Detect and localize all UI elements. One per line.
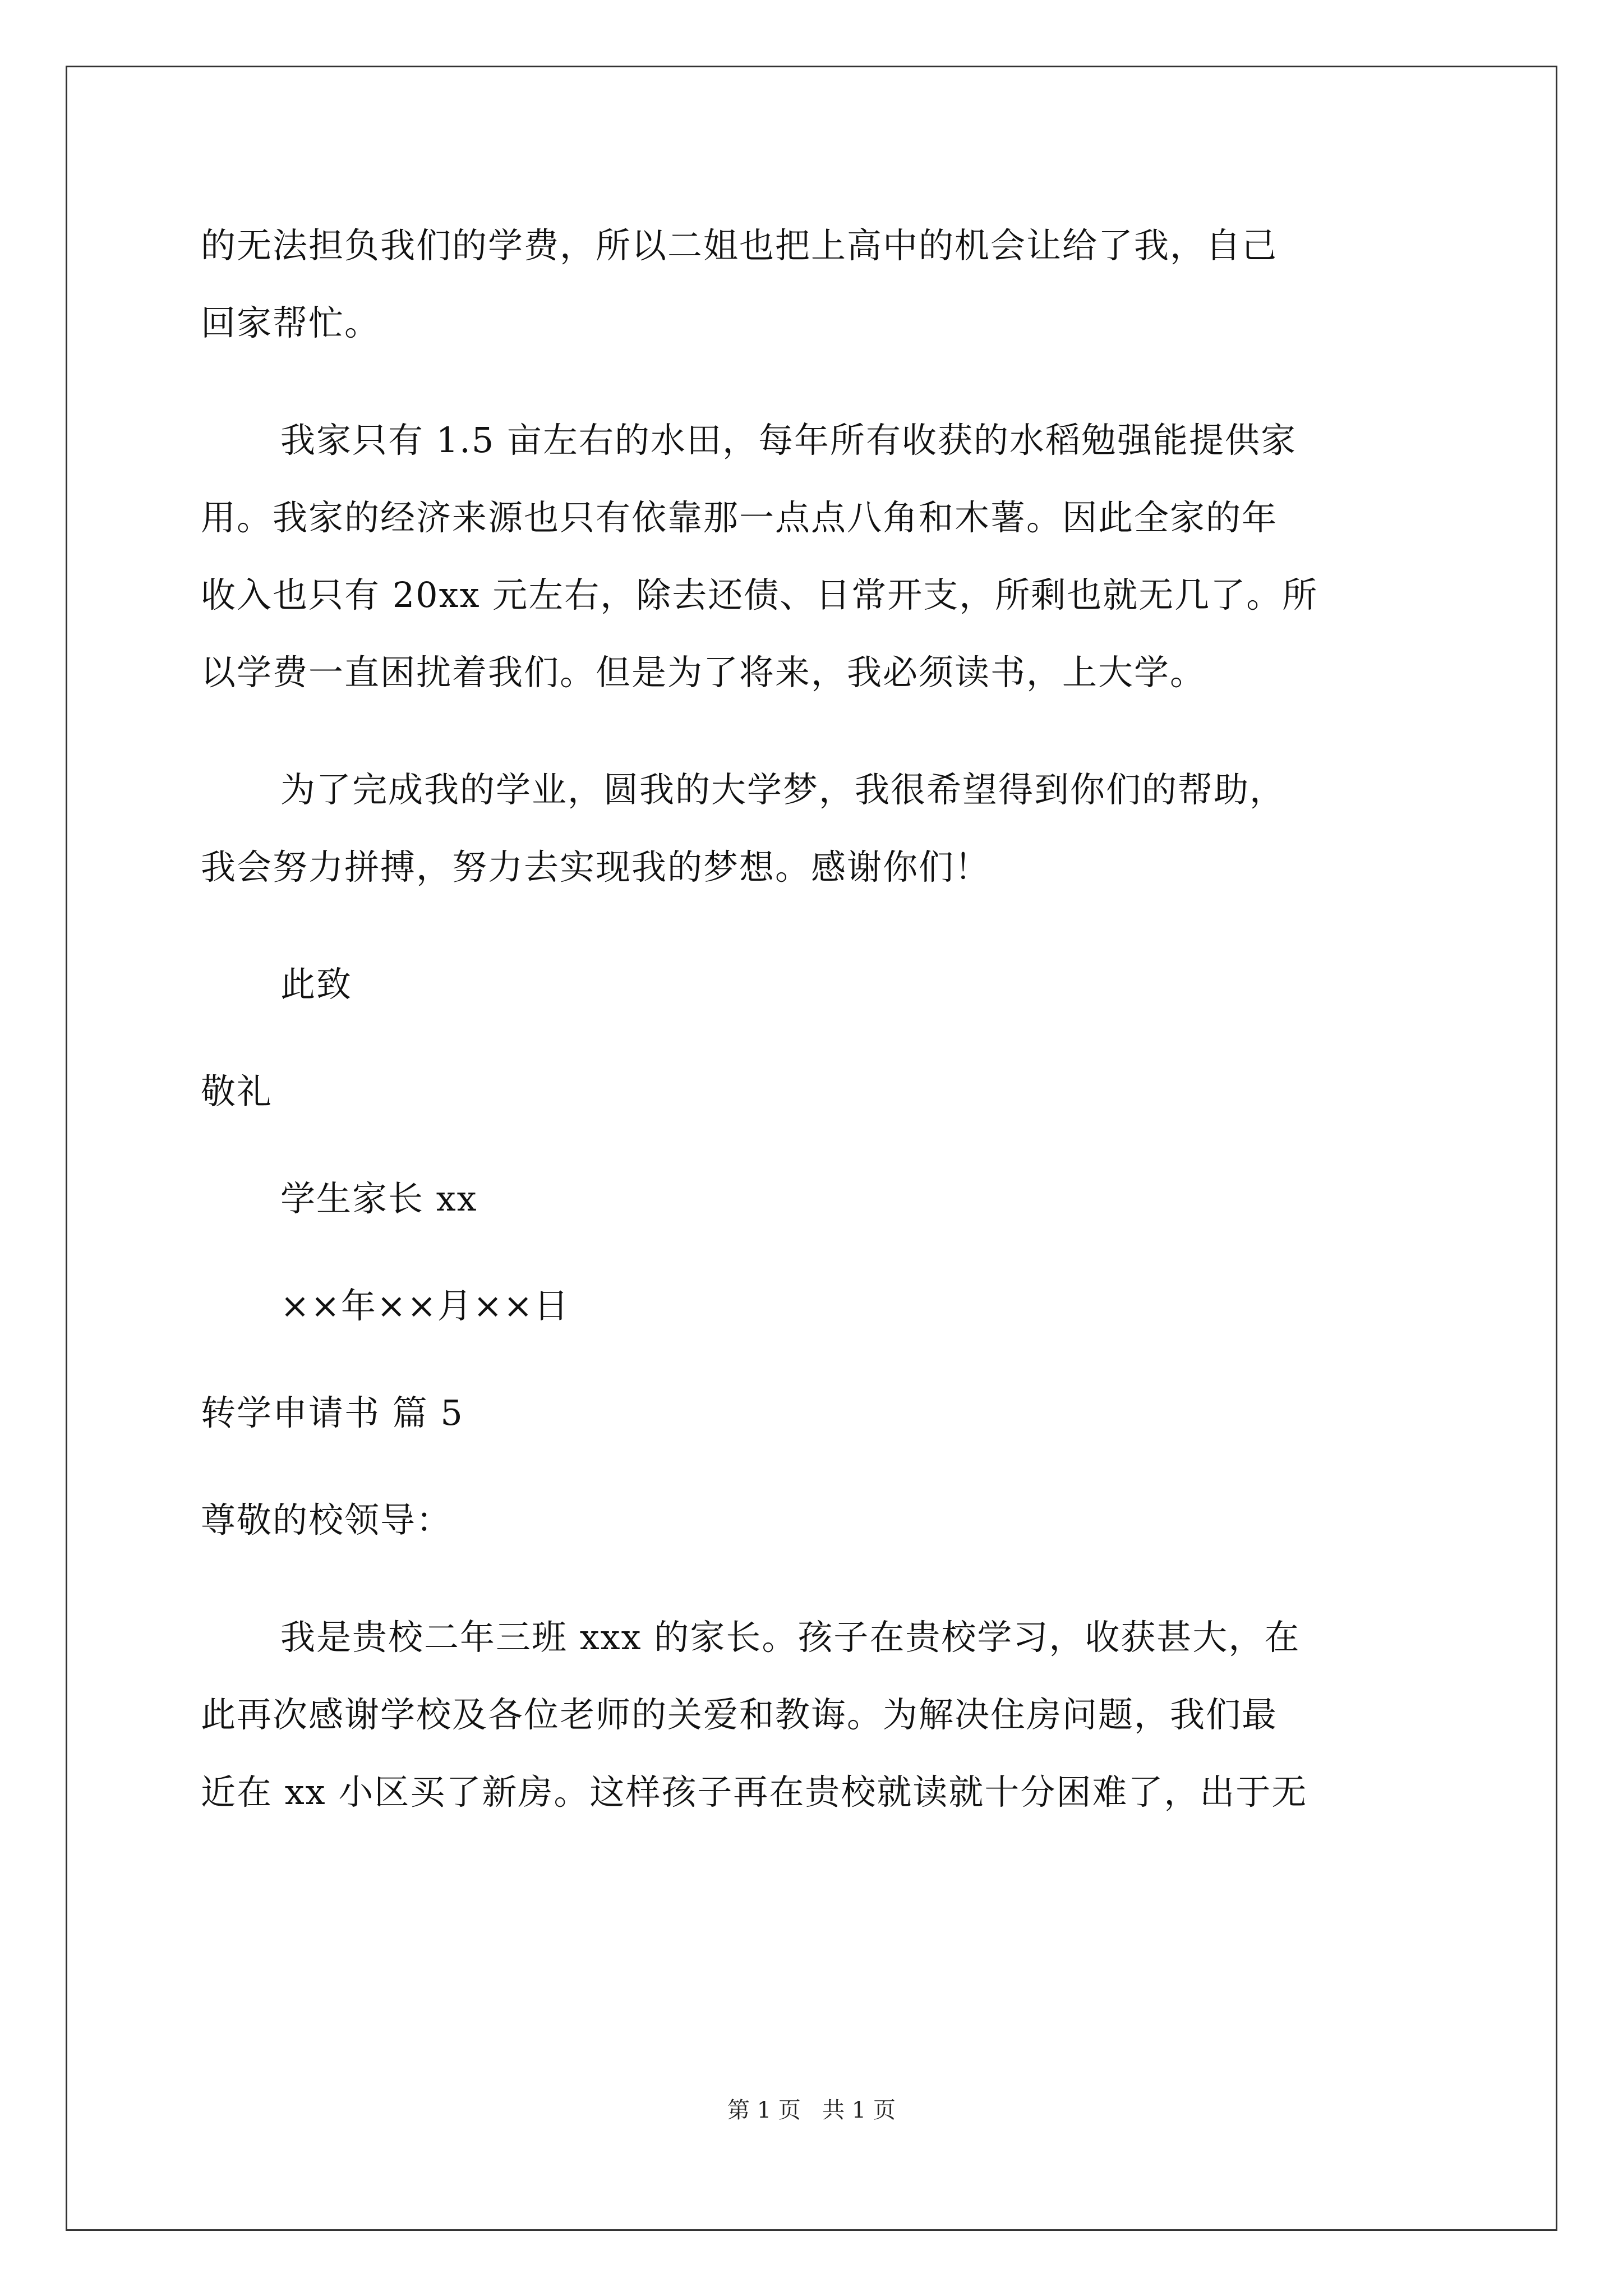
body-text-line: 为了完成我的学业，圆我的大学梦，我很希望得到你们的帮助， [280,769,1286,810]
greeting: 尊敬的校领导： [201,1499,453,1540]
closing-phrase: 此致 [280,964,353,1005]
section-title: 转学申请书 篇 5 [201,1392,464,1433]
body-text-line: 以学费一直困扰着我们。但是为了将来，我必须读书，上大学。 [201,652,1206,693]
body-text-line: 我会努力拼搏，努力去实现我的梦想。感谢你们！ [201,846,991,887]
date-line: ××年××月××日 [280,1285,570,1326]
body-text-line: 收入也只有 20xx 元左右，除去还债、日常开支，所剩也就无几了。所 [201,574,1318,615]
body-text-line: 我家只有 1.5 亩左右的水田，每年所有收获的水稻勉强能提供家 [280,420,1297,461]
page-footer: 第 1 页 共 1 页 [727,2097,896,2123]
page-border [66,66,1557,2231]
signature: 学生家长 xx [280,1178,478,1219]
salutation: 敬礼 [201,1071,273,1112]
body-text-line: 我是贵校二年三班 xxx 的家长。孩子在贵校学习，收获甚大，在 [280,1617,1301,1658]
body-text-line: 近在 xx 小区买了新房。这样孩子再在贵校就读就十分困难了，出于无 [201,1772,1308,1812]
body-text-line: 的无法担负我们的学费，所以二姐也把上高中的机会让给了我，自己 [201,225,1278,266]
body-text-line: 回家帮忙。 [201,302,381,343]
body-text-line: 用。我家的经济来源也只有依靠那一点点八角和木薯。因此全家的年 [201,497,1278,538]
body-text-line: 此再次感谢学校及各位老师的关爱和教诲。为解决住房问题，我们最 [201,1694,1278,1735]
